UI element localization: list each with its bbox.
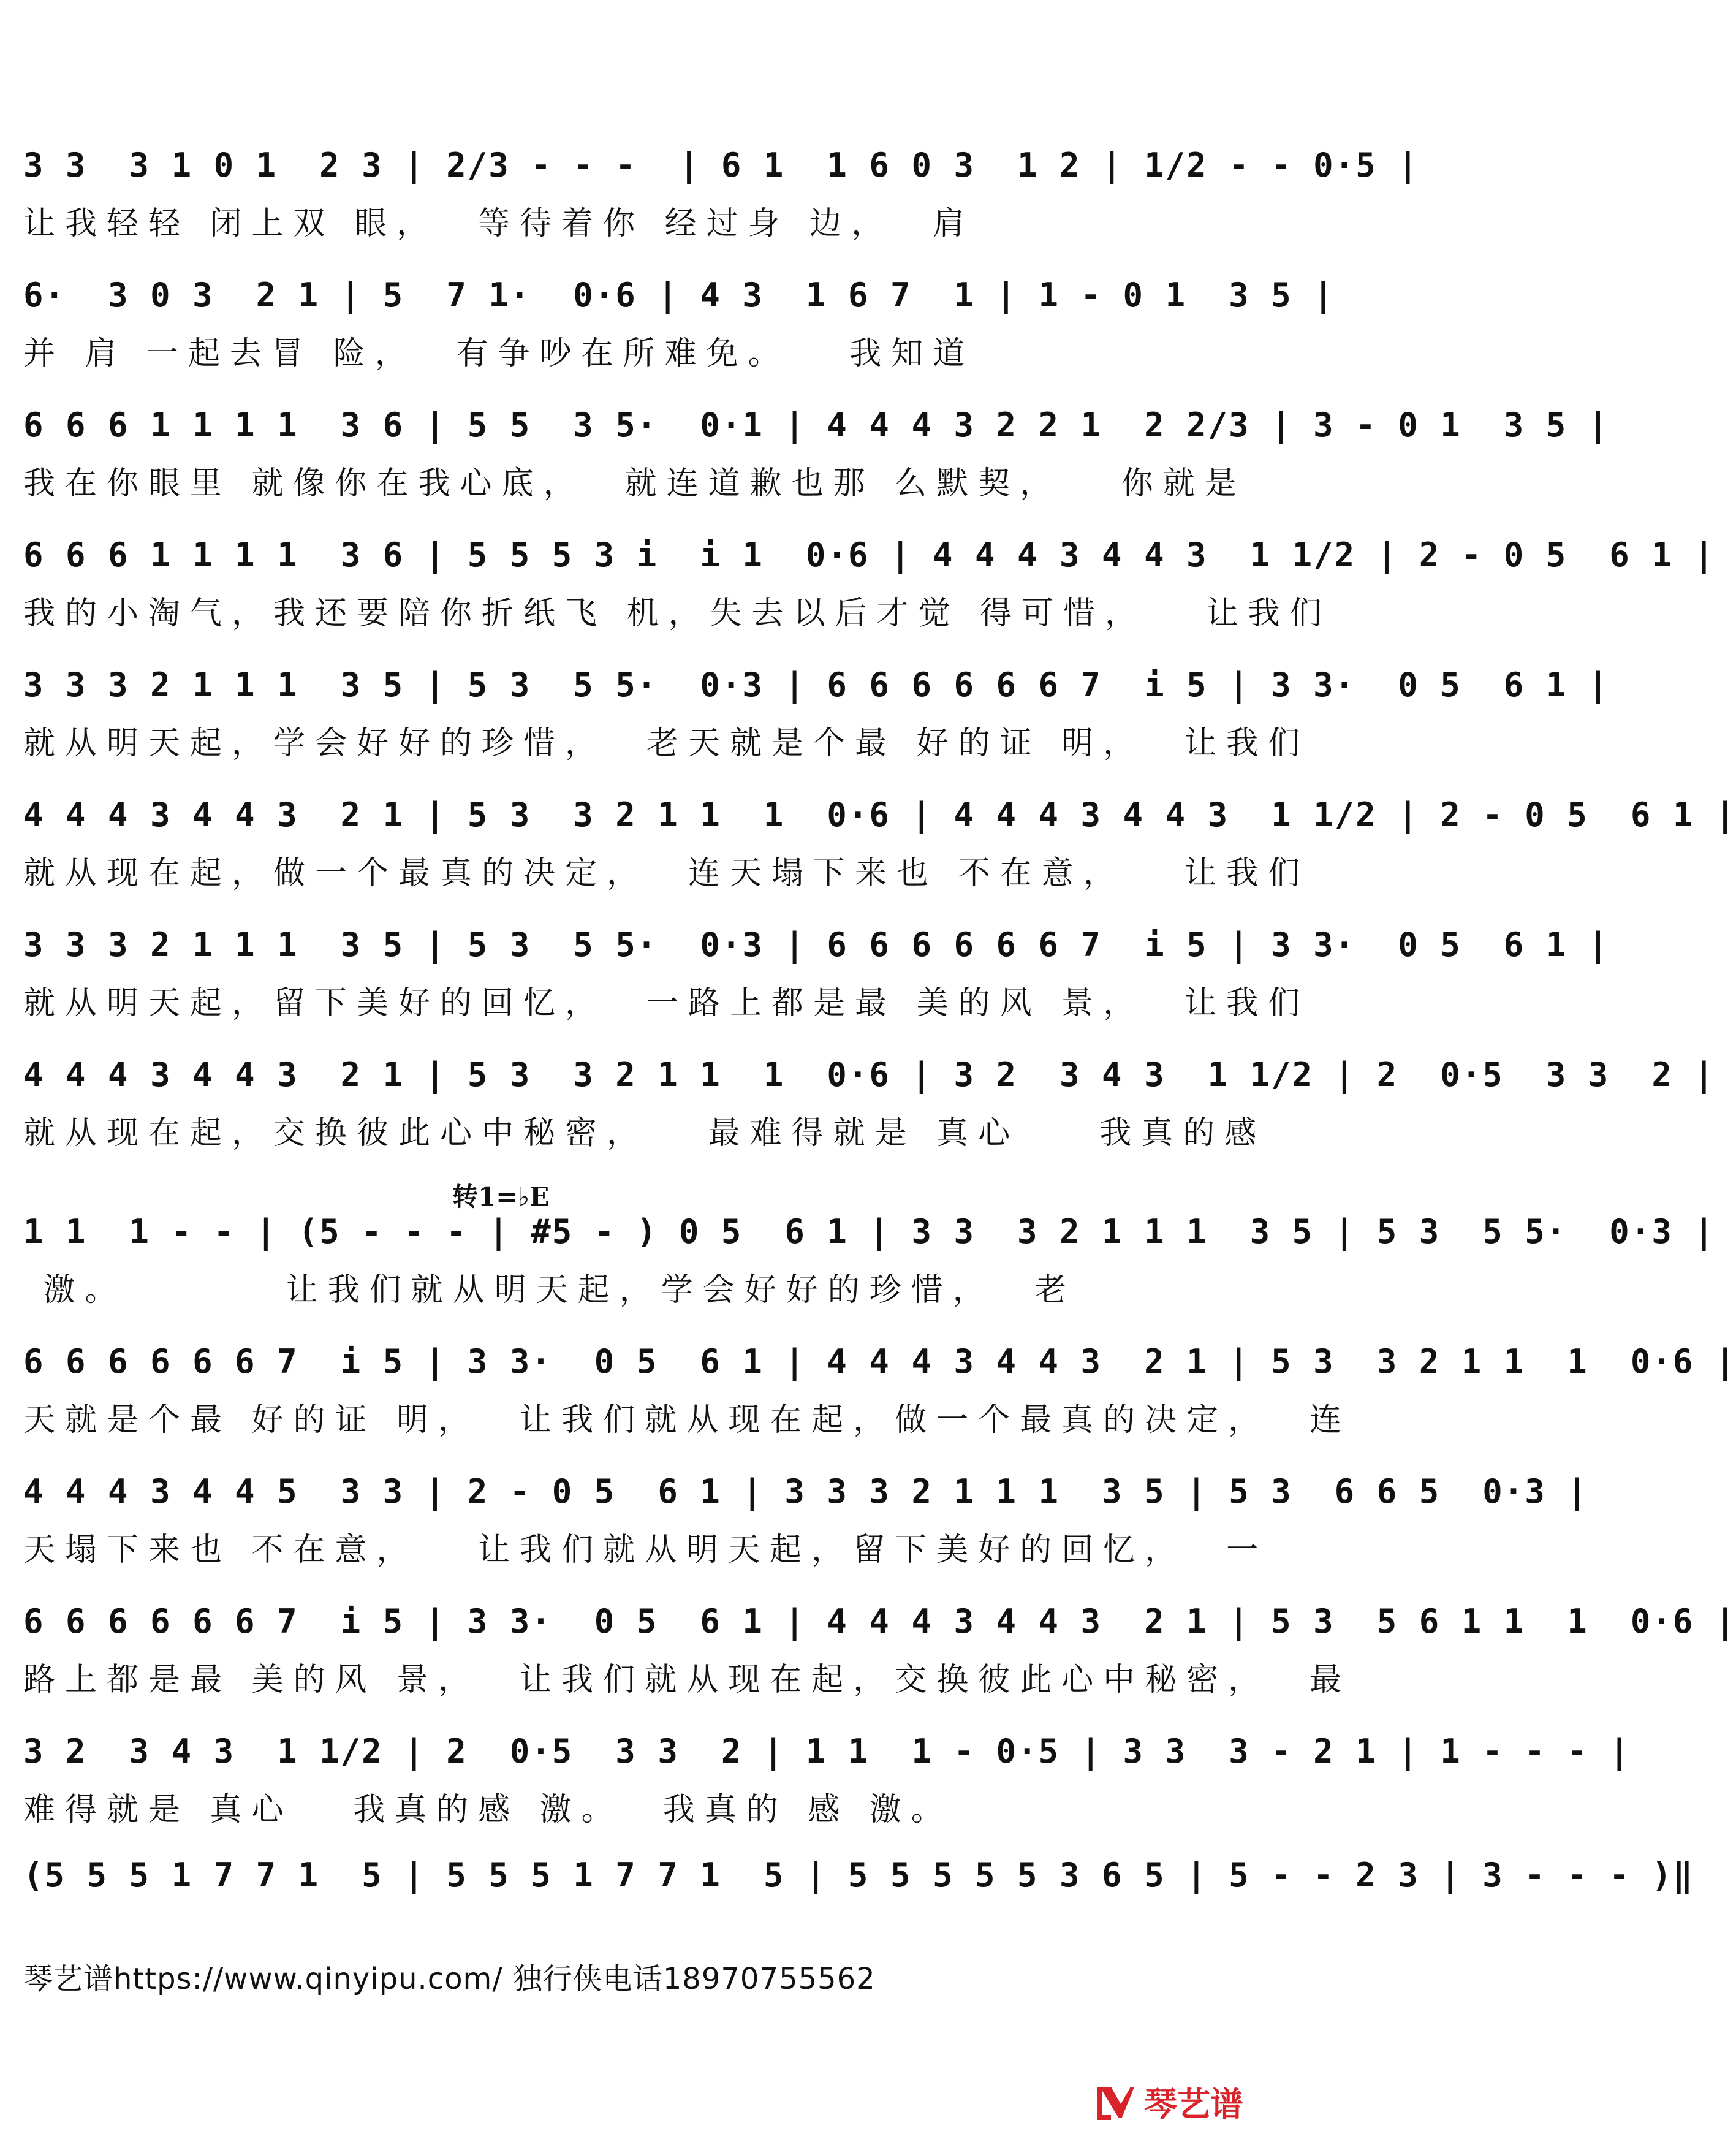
lyric-line: 我的小淘气，我还要陪你折纸飞 机，失去以后才觉 得可惜， 让我们 [23,595,1332,632]
lyric-line: 就从明天起，学会好好的珍惜， 老天就是个最 好的证 明， 让我们 [23,725,1310,762]
notation-line: 6· 3 0 3 2 1 | 5 7 1· 0·6 | 4 3 1 6 7 1 | 1 - 0 1 3 5 | [23,276,1335,314]
lyric-line: 我在你眼里 就像你在我心底， 就连道歉也那 么默契， 你就是 [23,465,1246,502]
notation-line: 3 2 3 4 3 1 1/2 | 2 0·5 3 3 2 | 1 1 1 - 0·5 | 3 3 3 - 2 1 | 1 - - - | [23,1732,1631,1771]
score-system-5 [23,655,1610,771]
lyric-line: 并 肩 一起去冒 险， 有争吵在所难免。 我知道 [23,335,975,372]
notation-line: 6 6 6 6 6 6 7 i 5 | 3 3· 0 5 6 1 | 4 4 4 3 4 4 3 2 1 | 5 3 3 2 1 1 1 0·6 | [23,1342,1736,1381]
score-system-9 [23,1182,1715,1318]
key-change-label: 转1=♭E [452,1182,550,1212]
notation-line: 6 6 6 1 1 1 1 3 6 | 5 5 3 5· 0·1 | 4 4 4 3 2 2 1 2 2/3 | 3 - 0 1 3 5 | [23,406,1610,444]
score-system-13 [23,1721,1631,1837]
lyric-line: 路上都是最 美的风 景， 让我们就从现在起，交换彼此心中秘密， 最 [23,1662,1352,1698]
score-system-12 [23,1591,1736,1707]
lyric-line: 就从明天起，留下美好的回忆， 一路上都是最 美的风 景， 让我们 [23,985,1310,1022]
score-system-10 [23,1331,1736,1448]
logo-mark-icon [1095,2081,1138,2124]
footer-credit: 琴艺谱https://www.qinyipu.com/ 独行侠电话18970755562 [23,1962,876,1996]
score-system-6 [23,784,1736,901]
notation-line: 6 6 6 1 1 1 1 3 6 | 5 5 5 3 i i 1 0·6 | 4 4 4 3 4 4 3 1 1/2 | 2 - 0 5 6 1 | [23,536,1715,574]
score-system-14 [23,1845,1694,1961]
score-system-3 [23,395,1610,511]
notation-line: 3 3 3 2 1 1 1 3 5 | 5 3 5 5· 0·3 | 6 6 6 6 6 6 7 i 5 | 3 3· 0 5 6 1 | [23,925,1610,964]
lyric-line: 天就是个最 好的证 明， 让我们就从现在起，做一个最真的决定， 连 [23,1402,1352,1438]
site-logo [1095,2078,1243,2125]
lyric-line: 就从现在起，做一个最真的决定， 连天塌下来也 不在意， 让我们 [23,855,1310,892]
lyric-line: 难得就是 真心 我真的感 激。 我真的 感 激。 [23,1791,953,1828]
notation-line: 3 3 3 1 0 1 2 3 | 2/3 - - - | 6 1 1 6 0 3 1 2 | 1/2 - - 0·5 | [23,146,1419,184]
lyric-line: 激。 让我们就从明天起，学会好好的珍惜， 老 [23,1272,1076,1309]
score-system-8 [23,1044,1715,1161]
notation-line: 1 1 1 - - | (5 - - - | #5 - ) 0 5 6 1 | 3 3 3 2 1 1 1 3 5 | 5 3 5 5· 0·3 | [23,1212,1715,1251]
notation-line: 4 4 4 3 4 4 3 2 1 | 5 3 3 2 1 1 1 0·6 | 3 2 3 4 3 1 1/2 | 2 0·5 3 3 2 | [23,1055,1715,1094]
score-system-11 [23,1461,1588,1578]
score-system-4 [23,525,1715,641]
lyric-line: 让我轻轻 闭上双 眼， 等待着你 经过身 边， 肩 [23,205,975,242]
lyric-line: 就从现在起，交换彼此心中秘密， 最难得就是 真心 我真的感 [23,1115,1267,1152]
notation-line: 3 3 3 2 1 1 1 3 5 | 5 3 5 5· 0·3 | 6 6 6 6 6 6 7 i 5 | 3 3· 0 5 6 1 | [23,666,1610,704]
logo-text: 琴艺谱 [1144,2085,1243,2124]
score-system-2 [23,265,1335,381]
lyric-line [23,1909,1249,1958]
notation-line: 4 4 4 3 4 4 3 2 1 | 5 3 3 2 1 1 1 0·6 | 4 4 4 3 4 4 3 1 1/2 | 2 - 0 5 6 1 | [23,796,1736,834]
notation-line: (5 5 5 1 7 7 1 5 | 5 5 5 1 7 7 1 5 | 5 5 5 5 5 3 6 5 | 5 - - 2 3 | 3 - - - )‖ [23,1856,1694,1894]
score-system-7 [23,914,1610,1031]
lyric-line: 天塌下来也 不在意， 让我们就从明天起，留下美好的回忆， 一 [23,1532,1268,1568]
notation-line: 4 4 4 3 4 4 5 3 3 | 2 - 0 5 6 1 | 3 3 3 2 1 1 1 3 5 | 5 3 6 6 5 0·3 | [23,1472,1588,1511]
notation-line: 6 6 6 6 6 6 7 i 5 | 3 3· 0 5 6 1 | 4 4 4 3 4 4 3 2 1 | 5 3 5 6 1 1 1 0·6 | [23,1602,1736,1641]
score-system-1 [23,135,1419,251]
